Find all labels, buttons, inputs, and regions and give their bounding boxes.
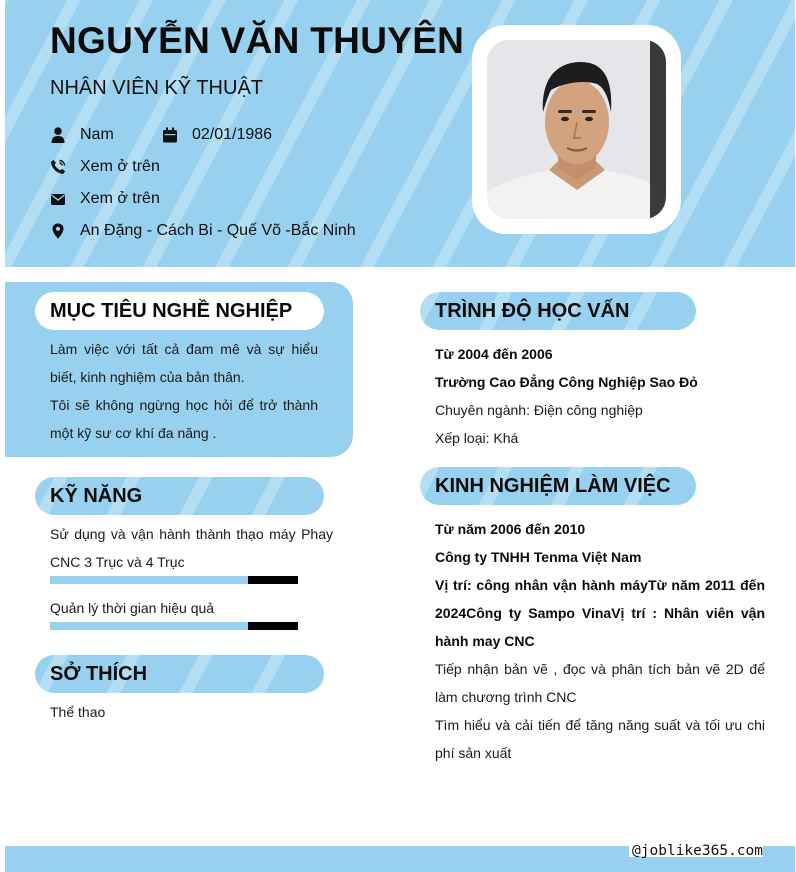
education-period: Từ 2004 đến 2006 [435,346,553,362]
profile-photo [487,40,666,219]
skill-label: Quản lý thời gian hiệu quả [50,600,215,616]
gender-value: Nam [80,126,114,143]
experience-company: Công ty TNHH Tenma Việt Nam [435,549,642,565]
experience-position: Vị trí: công nhân vận hành máyTừ năm 2011 đến 2024Công ty Sampo VinaVị trí : Nhân viên vận hành may CNC [435,577,765,649]
objective-paragraph: Tôi sẽ không ngừng học hỏi để trở thành một kỹ sư cơ khí đa năng . [50,397,318,441]
envelope-icon [50,191,66,207]
experience-duty: Tìm hiểu và cải tiến để tăng năng suất và tối ưu chi phí sản xuất [435,717,765,761]
skill-bar [50,622,298,630]
education-major: Chuyên ngành: Điện công nghiệp [435,402,643,418]
email-value: Xem ở trên [80,190,160,207]
candidate-name: NGUYỄN VĂN THUYÊN [50,20,465,61]
hobby-item: Thể thao [50,704,106,720]
objective-paragraph: Làm việc với tất cả đam mê và sự hiểu biết, kinh nghiệm của bản thân. [50,341,318,385]
skill-bar [50,576,298,584]
skill-bar-remainder [248,622,298,630]
footer-band [5,843,795,872]
phone-value: Xem ở trên [80,158,160,175]
experience-period: Từ năm 2006 đến 2010 [435,521,586,537]
address-row [50,220,356,242]
experience-duty: Tiếp nhận bản vẽ , đọc và phân tích bản vẽ 2D để làm chương trình CNC [435,661,765,705]
person-icon [50,127,66,143]
location-pin-icon [50,223,66,239]
skills-heading: KỸ NĂNG [35,477,324,515]
photo-frame [472,25,681,234]
birth-date-value: 02/01/1986 [192,126,273,143]
phone-row [50,156,160,178]
experience-heading: KINH NGHIỆM LÀM VIỆC [420,467,696,505]
hobbies-heading: SỞ THÍCH [35,655,324,693]
email-row [50,188,160,210]
education-rank: Xếp loại: Khá [435,430,519,446]
header [5,0,795,267]
address-value: An Đặng - Cách Bi - Quế Võ -Bắc Ninh [80,222,356,239]
skill-label: Sử dụng và vận hành thành thạo máy Phay CNC 3 Trục và 4 Trục [50,526,333,570]
calendar-icon [162,127,178,143]
objective-heading: MỤC TIÊU NGHỀ NGHIỆP [35,292,324,330]
skill-bar-remainder [248,576,298,584]
job-title: NHÂN VIÊN KỸ THUẬT [50,77,263,99]
phone-icon [50,159,66,175]
education-heading: TRÌNH ĐỘ HỌC VẤN [420,292,696,330]
footer-watermark: @joblike365.com [629,845,763,857]
birth-date-row [162,124,272,146]
education-school: Trường Cao Đẳng Công Nghiệp Sao Đỏ [435,374,698,390]
gender-row [50,124,114,146]
